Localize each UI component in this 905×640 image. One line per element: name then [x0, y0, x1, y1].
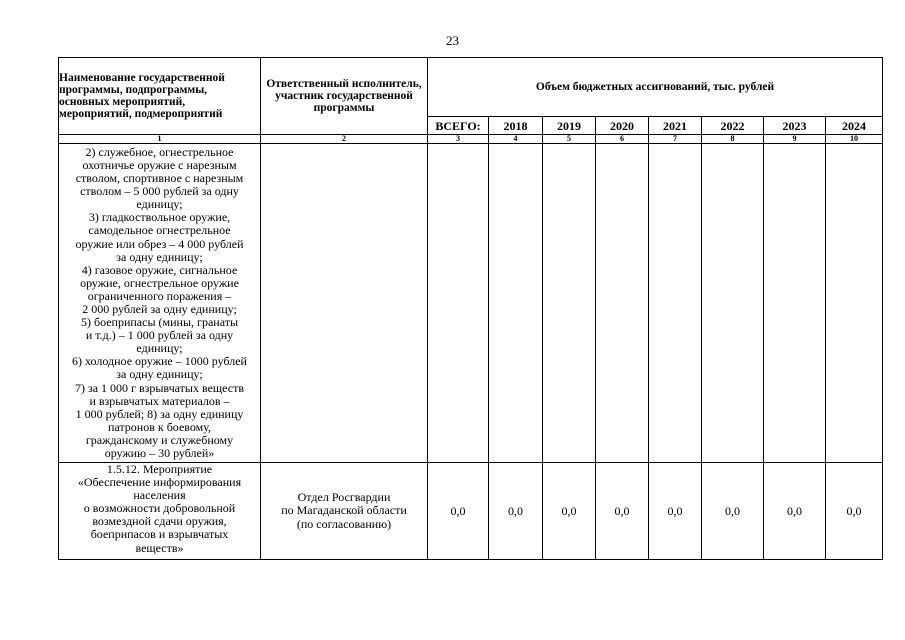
- text-line: 4) газовое оружие, сигнальное: [81, 262, 238, 277]
- text-line: за одну единицу;: [116, 367, 203, 382]
- text-line: Отдел Росгвардии: [297, 489, 391, 504]
- value-cell: 0,0: [489, 463, 543, 560]
- empty-cell: [543, 144, 596, 463]
- text-line: 1.5.12. Мероприятие: [106, 462, 213, 476]
- column-number: 3: [428, 135, 489, 144]
- text-line: единицу;: [136, 341, 183, 356]
- empty-cell: [702, 144, 764, 463]
- column-number: 10: [826, 135, 883, 144]
- text-line: 6) холодное оружие – 1000 рублей: [72, 354, 247, 369]
- weapon-price-list-cell: [59, 144, 261, 463]
- text-line: стволом – 5 000 рублей за одну: [80, 184, 239, 199]
- text-line: гражданскому и служебному: [85, 432, 234, 447]
- column-number-row: [59, 135, 883, 144]
- header-program-name: Наименование государственной программы, подпрограммы, основных мероприятий, мероприятий, подмероприятий: [59, 58, 261, 135]
- text-line: ограниченного поражения –: [87, 288, 232, 303]
- activity-name-cell: [59, 463, 261, 560]
- column-number: 9: [764, 135, 826, 144]
- header-year: 2021: [649, 117, 702, 135]
- text-line: 3) гладкоствольное оружие,: [88, 210, 231, 225]
- text-line: 7) за 1 000 г взрывчатых веществ: [74, 380, 245, 395]
- value-cell: 0,0: [649, 463, 702, 560]
- text-line: патронов к боевому,: [107, 419, 212, 434]
- text-line: веществ»: [135, 540, 184, 555]
- text-line: и взрывчатых материалов –: [89, 393, 230, 408]
- value-cell: 0,0: [543, 463, 596, 560]
- text-line: охотничье оружие с нарезным: [82, 157, 237, 172]
- page-number: 23: [446, 33, 459, 48]
- column-number: 1: [59, 135, 261, 144]
- header-year: 2024: [826, 117, 883, 135]
- column-number: 4: [489, 135, 543, 144]
- text-line: и т.д.) – 1 000 рублей за одну: [85, 328, 234, 343]
- column-number: 5: [543, 135, 596, 144]
- value-cell: 0,0: [764, 463, 826, 560]
- empty-cell: [596, 144, 649, 463]
- header-year: 2023: [764, 117, 826, 135]
- text-line: 2 000 рублей за одну единицу;: [82, 302, 237, 316]
- header-year: 2019: [543, 117, 596, 135]
- table-row: [59, 144, 883, 463]
- text-line: 1 000 рублей; 8) за одну единицу: [75, 406, 244, 421]
- text-line: оружию – 30 рублей»: [104, 446, 215, 461]
- text-line: единицу;: [136, 197, 183, 212]
- value-cell: 0,0: [596, 463, 649, 560]
- text-line: за одну единицу;: [116, 249, 203, 264]
- text-line: боеприпасов и взрывчатых: [90, 527, 229, 542]
- text-line: стволом, спортивное с нарезным: [75, 171, 244, 186]
- text-line: 5) боеприпасы (мины, гранаты: [80, 315, 239, 330]
- header-total: ВСЕГО:: [428, 117, 489, 135]
- column-number: 7: [649, 135, 702, 144]
- header-row: [59, 58, 883, 117]
- value-cell: 0,0: [702, 463, 764, 560]
- empty-cell: [428, 144, 489, 463]
- executor-cell: [261, 463, 428, 560]
- text-line: о возможности добровольной: [83, 501, 236, 516]
- empty-cell: [826, 144, 883, 463]
- text-line: населения: [133, 488, 186, 503]
- header-year: 2022: [702, 117, 764, 135]
- column-number: 6: [596, 135, 649, 144]
- table-row: [59, 463, 883, 560]
- text-line: 2) служебное, огнестрельное: [85, 144, 234, 159]
- text-line: возмездной сдачи оружия,: [92, 514, 227, 529]
- empty-cell: [649, 144, 702, 463]
- text-line: (по согласованию): [296, 516, 392, 531]
- value-cell: 0,0: [428, 463, 489, 560]
- header-year: 2018: [489, 117, 543, 135]
- header-year: 2020: [596, 117, 649, 135]
- value-cell: 0,0: [826, 463, 883, 560]
- budget-table: [58, 57, 883, 560]
- text-line: самодельное огнестрельное: [88, 223, 231, 238]
- empty-cell: [489, 144, 543, 463]
- text-line: по Магаданской области: [281, 503, 407, 518]
- column-number: 2: [261, 135, 428, 144]
- column-number: 8: [702, 135, 764, 144]
- header-executor: Ответственный исполнитель, участник государственной программы: [261, 58, 428, 135]
- text-line: оружие или обрез – 4 000 рублей: [75, 236, 244, 251]
- text-line: «Обеспечение информирования: [77, 475, 242, 490]
- empty-cell: [261, 144, 428, 463]
- header-budget-title: Объем бюджетных ассигнований, тыс. рублей: [428, 58, 883, 117]
- empty-cell: [764, 144, 826, 463]
- text-line: оружие, огнестрельное оружие: [80, 275, 239, 290]
